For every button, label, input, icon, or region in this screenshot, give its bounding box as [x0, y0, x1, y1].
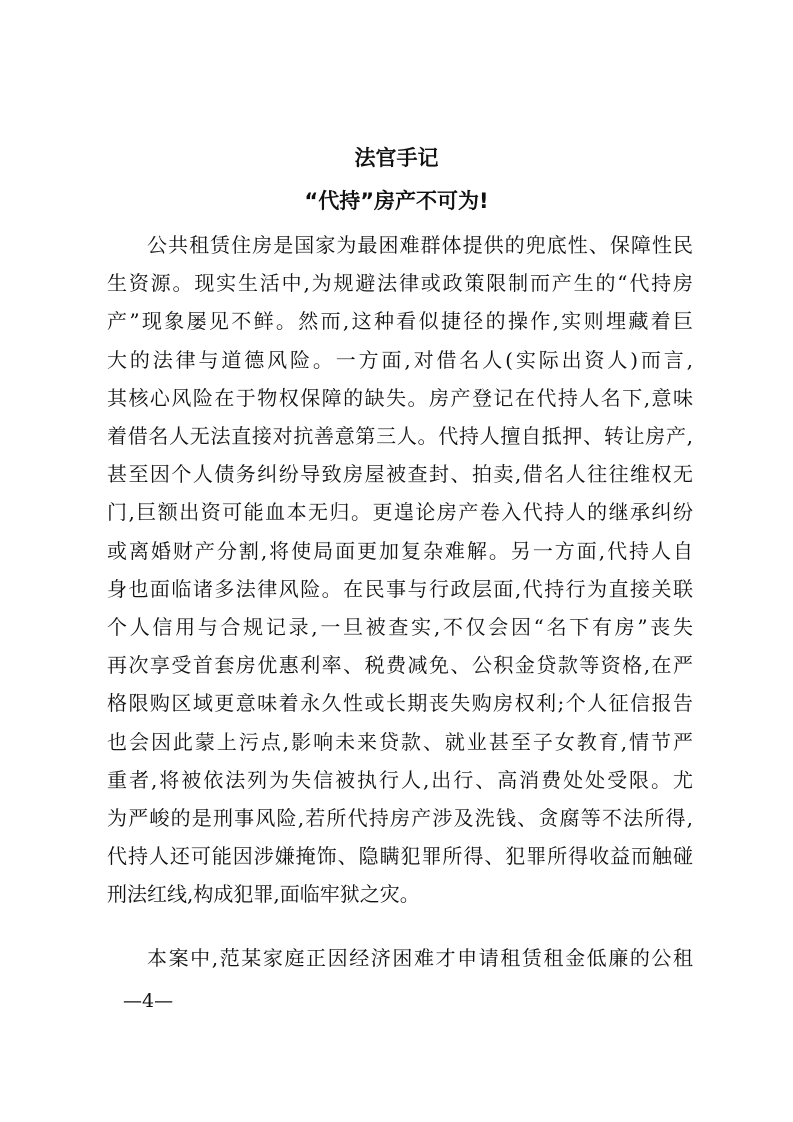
- paragraph-line: 本案中,范某家庭正因经济困难才申请租赁租金低廉的公租: [147, 946, 693, 970]
- paragraph-line: 产”现象屡见不鲜。然而,这种看似捷径的操作,实则埋藏着巨: [107, 309, 693, 334]
- paragraph-line: 大的法律与道德风险。一方面,对借名人(实际出资人)而言,: [107, 347, 693, 372]
- paragraph-line: 重者,将被依法列为失信被执行人,出行、高消费处处受限。尤: [107, 767, 693, 792]
- paragraph-line: 身也面临诸多法律风险。在民事与行政层面,代持行为直接关联: [107, 576, 693, 601]
- paragraph-line: 门,巨额出资可能血本无归。更遑论房产卷入代持人的继承纠纷: [107, 500, 693, 525]
- paragraph-line: 甚至因个人债务纠纷导致房屋被查封、拍卖,借名人往往维权无: [107, 462, 693, 487]
- paragraph-line: 代持人还可能因涉嫌掩饰、隐瞒犯罪所得、犯罪所得收益而触碰: [107, 844, 693, 869]
- paragraph-line: 公共租赁住房是国家为最困难群体提供的兜底性、保障性民: [147, 233, 693, 257]
- paragraph-2: [107, 939, 693, 977]
- paragraph-line: 刑法红线,构成犯罪,面临牢狱之灾。: [107, 882, 420, 907]
- paragraph-line: 着借名人无法直接对抗善意第三人。代持人擅自抵押、转让房产,: [107, 424, 693, 449]
- page-number: —4—: [123, 990, 174, 1012]
- paragraph-line: 格限购区域更意味着永久性或长期丧失购房权利;个人征信报告: [107, 691, 693, 716]
- paragraph-line: 再次享受首套房优惠利率、税费减免、公积金贷款等资格,在严: [107, 653, 693, 678]
- paragraph-1: [107, 226, 693, 914]
- paragraph-line: 生资源。现实生活中,为规避法律或政策限制而产生的“代持房: [107, 271, 693, 296]
- paragraph-line: 其核心风险在于物权保障的缺失。房产登记在代持人名下,意味: [107, 385, 693, 410]
- paragraph-line: 或离婚财产分割,将使局面更加复杂难解。另一方面,代持人自: [107, 538, 693, 563]
- paragraph-line: 个人信用与合规记录,一旦被查实,不仅会因“名下有房”丧失: [107, 615, 693, 640]
- paragraph-line: 为严峻的是刑事风险,若所代持房产涉及洗钱、贪腐等不法所得,: [107, 806, 693, 831]
- document-title: 法官手记: [354, 146, 439, 170]
- document-subtitle: “代持”房产不可为!: [304, 189, 489, 213]
- paragraph-line: 也会因此蒙上污点,影响未来贷款、就业甚至子女教育,情节严: [107, 729, 693, 754]
